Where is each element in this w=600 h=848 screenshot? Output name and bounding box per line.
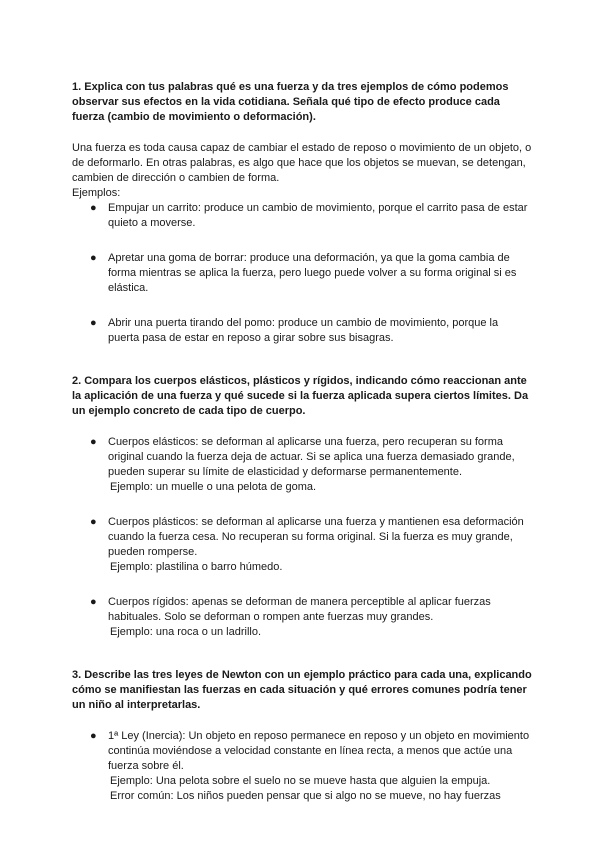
bullet-icon: ● [90, 730, 97, 742]
bullet-icon: ● [90, 317, 97, 329]
bullet-icon: ● [90, 436, 97, 448]
list-item: ● 1ª Ley (Inercia): Un objeto en reposo permanece en reposo y un objeto en movimiento continúa moviéndose a velocidad constante en línea recta, a menos que actúe una fuerza sobre él. Ejemplo: Una pelota sobre el suelo no se mueve hasta que alguien la empuja. Error común: Los niños pueden pensar que si algo no se mueve, no hay fuerzas [90, 730, 530, 802]
list-item: ● Abrir una puerta tirando del pomo: produce un cambio de movimiento, porque la puerta pasa de estar en reposo a girar sobre sus bisagras. [90, 317, 499, 344]
bullet-icon: ● [90, 252, 97, 264]
examples-list-1 [72, 201, 532, 346]
bullet-icon: ● [90, 596, 97, 608]
question-1: 1. Explica con tus palabras qué es una fuerza y da tres ejemplos de cómo podemos observar sus efectos en la vida cotidiana. Señala qué tipo de efecto produce cada fuerza (cambio de movimiento o deformación). [72, 81, 509, 123]
document-content [72, 80, 532, 804]
question-2: 2. Compara los cuerpos elásticos, plásticos y rígidos, indicando cómo reaccionan ante la aplicación de una fuerza y qué sucede si la fuerza aplicada supera ciertos límites. Da un ejemplo concreto de cada tipo de cuerpo. [72, 375, 529, 417]
bullet-icon: ● [90, 516, 97, 528]
list-item: ● Cuerpos elásticos: se deforman al aplicarse una fuerza, pero recuperan su forma original cuando la fuerza deja de actuar. Si se aplica una fuerza demasiado grande, pueden superar su límite de elasticidad y deformarse permanentemente. Ejemplo: un muelle o una pelota de goma. [90, 436, 515, 493]
bullet-icon: ● [90, 202, 97, 214]
list-item: ● Cuerpos plásticos: se deforman al aplicarse una fuerza y mantienen esa deformación cuando la fuerza cesa. No recuperan su forma original. Si la fuerza es muy grande, pueden romperse. Ejemplo: plastilina o barro húmedo. [90, 516, 524, 573]
list-item: ● Apretar una goma de borrar: produce una deformación, ya que la goma cambia de forma mientras se aplica la fuerza, pero luego puede volver a su forma original si es elástica. [90, 252, 517, 294]
body-types-list [72, 435, 532, 640]
examples-label: Ejemplos: [72, 187, 121, 199]
question-3: 3. Describe las tres leyes de Newton con un ejemplo práctico para cada una, explicando cómo se manifiestan las fuerzas en cada situación y qué errores comunes podría tener un niño al interpretarlas. [72, 669, 532, 711]
answer-1: Una fuerza es toda causa capaz de cambiar el estado de reposo o movimiento de un objeto, o de deformarlo. En otras palabras, es algo que hace que los objetos se muevan, se detengan, cambien de dirección o cambien de forma. [72, 142, 532, 184]
list-item: ● Empujar un carrito: produce un cambio de movimiento, porque el carrito pasa de estar quieto a moverse. [90, 202, 528, 229]
list-item: ● Cuerpos rígidos: apenas se deforman de manera perceptible al aplicar fuerzas habituales. Solo se deforman o rompen ante fuerzas muy grandes. Ejemplo: una roca o un ladrillo. [90, 596, 491, 638]
newton-laws-list [72, 729, 532, 804]
